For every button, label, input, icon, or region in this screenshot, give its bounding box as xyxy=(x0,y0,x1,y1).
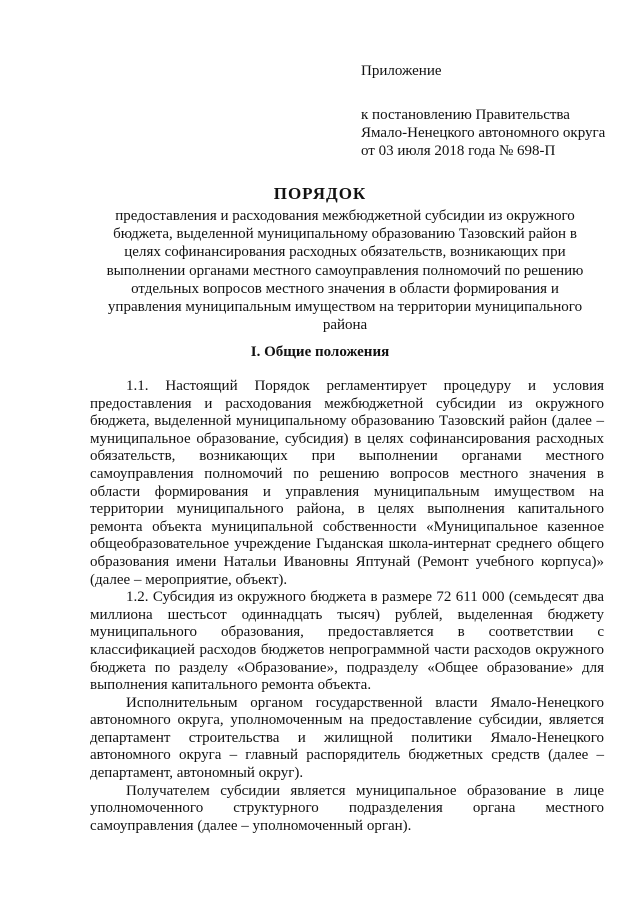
paragraph: Исполнительным органом государственной власти Ямало-Ненецкого автономного округа, уполномоченным на предоставление субсидии, является департамент строительства и жилищной политики Ямало-Ненецкого автономного округа – главный распорядитель бюджетных средств (далее – департамент, автономный округ). xyxy=(90,694,604,782)
appendix-reference-line: к постановлению Правительства xyxy=(361,107,570,123)
section-heading: I. Общие положения xyxy=(250,344,390,360)
appendix-reference xyxy=(361,106,605,160)
appendix-reference-line: Ямало-Ненецкого автономного округа xyxy=(361,125,606,141)
document-title: ПОРЯДОК xyxy=(273,184,367,203)
paragraph: Получателем субсидии является муниципальное образование в лице уполномоченного структурного подразделения органа местного самоуправления (далее – уполномоченный орган). xyxy=(90,782,604,834)
appendix-reference-line: от 03 июля 2018 года № 698-П xyxy=(361,143,556,159)
document-subtitle: предоставления и расходования межбюджетной субсидии из окружного бюджета, выделенной муниципальному образованию Тазовский район в целях софинансирования расходных обязательств, возникающих при выполнении органами местного самоуправления полномочий по решению отдельных вопросов местного значения в области формирования и управления муниципальным имуществом на территории муниципального района xyxy=(106,208,584,334)
paragraph: 1.2. Субсидия из окружного бюджета в размере 72 611 000 (семьдесят два миллиона шестьсот одиннадцать тысяч) рублей, выделенная бюджету муниципального образования, предоставляется в соответствии с классификацией расходов бюджетов непрограммной части расходов окружного бюджета по разделу «Образование», подразделу «Общее образование» для выполнения капитального ремонта объекта. xyxy=(90,589,604,694)
paragraph: 1.1. Настоящий Порядок регламентирует процедуру и условия предоставления и расходования межбюджетной субсидии из окружного бюджета, выделенной муниципальному образованию Тазовский район (далее – муниципальное образование, субсидия) в целях софинансирования расходных обязательств, возникающих при выполнении органами местного самоуправления полномочий по решению вопросов местного значения в области формирования и управления муниципальным имуществом на территории муниципального района, в целях выполнения капитального ремонта объекта муниципальной собственности «Муниципальное казенное общеобразовательное учреждение Гыданская школа-интернат среднего общего образования имени Натальи Ивановны Яптунай (Ремонт учебного корпуса)» (далее – мероприятие, объект). xyxy=(90,378,604,588)
appendix-title: Приложение xyxy=(361,63,442,79)
section-body xyxy=(90,378,604,835)
